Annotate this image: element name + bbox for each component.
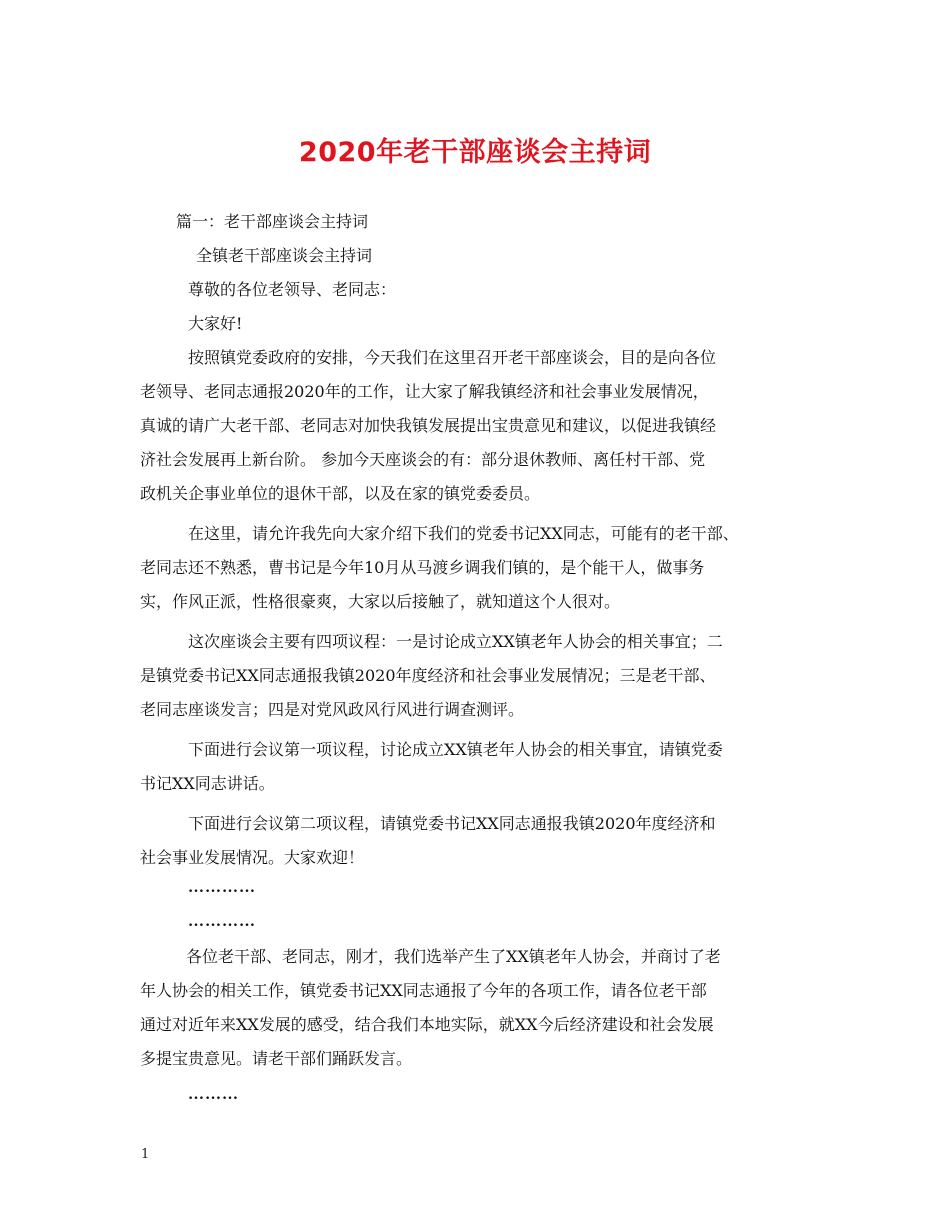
paragraph-line: 政机关企事业单位的退休干部，以及在家的镇党委委员。	[140, 484, 541, 503]
paragraph-line: 老同志座谈发言；四是对党风政风行风进行调查测评。	[140, 700, 525, 719]
paragraph-line: 各位老干部、老同志，刚才，我们选举产生了XX镇老年人协会，并商讨了老	[186, 947, 721, 966]
paragraph-line: 老同志还不熟悉，曹书记是今年10月从马渡乡调我们镇的，是个能干人，做事务	[140, 558, 705, 577]
subtitle-line: 全镇老干部座谈会主持词	[196, 246, 373, 265]
paragraph-line: 实，作风正派，性格很豪爽，大家以后接触了，就知道这个人很对。	[140, 592, 621, 611]
paragraph-line: 是镇党委书记XX同志通报我镇2020年度经济和社会事业发展情况；三是老干部、	[140, 666, 716, 685]
paragraph-line: 按照镇党委政府的安排，今天我们在这里召开老干部座谈会，目的是向各位	[188, 348, 717, 367]
paragraph-line: 下面进行会议第二项议程，请镇党委书记XX同志通报我镇2020年度经济和	[188, 814, 716, 833]
paragraph-line: 多提宝贵意见。请老干部们踊跃发言。	[140, 1049, 413, 1068]
paragraph-line: 书记XX同志讲话。	[140, 774, 275, 793]
document-title: 2020年老干部座谈会主持词	[298, 137, 652, 168]
ellipsis-line: …………	[188, 913, 256, 930]
page-number: 1	[141, 1147, 150, 1162]
paragraph-line: 真诚的请广大老干部、老同志对加快我镇发展提出宝贵意见和建议，以促进我镇经	[140, 416, 717, 435]
section-heading: 篇一：老干部座谈会主持词	[176, 212, 369, 231]
paragraph-line: 通过对近年来XX发展的感受，结合我们本地实际，就XX今后经济建设和社会发展	[140, 1015, 714, 1034]
paragraph-line: 这次座谈会主要有四项议程：一是讨论成立XX镇老年人协会的相关事宜；二	[188, 632, 723, 651]
ellipsis-line: ………	[188, 1086, 239, 1103]
paragraph-line: 老领导、老同志通报2020年的工作，让大家了解我镇经济和社会事业发展情况，	[140, 382, 709, 401]
paragraph-line: 社会事业发展情况。大家欢迎！	[140, 848, 365, 867]
salutation-line: 尊敬的各位老领导、老同志：	[188, 280, 397, 299]
ellipsis-line: …………	[188, 879, 256, 896]
greeting-line: 大家好!	[188, 314, 243, 333]
paragraph-line: 年人协会的相关工作，镇党委书记XX同志通报了今年的各项工作，请各位老干部	[140, 981, 707, 1000]
paragraph-line: 在这里，请允许我先向大家介绍下我们的党委书记XX同志，可能有的老干部、	[188, 524, 739, 543]
paragraph-line: 下面进行会议第一项议程，讨论成立XX镇老年人协会的相关事宜，请镇党委	[188, 740, 723, 759]
paragraph-line: 济社会发展再上新台阶。 参加今天座谈会的有：部分退休教师、离任村干部、党	[140, 450, 706, 469]
